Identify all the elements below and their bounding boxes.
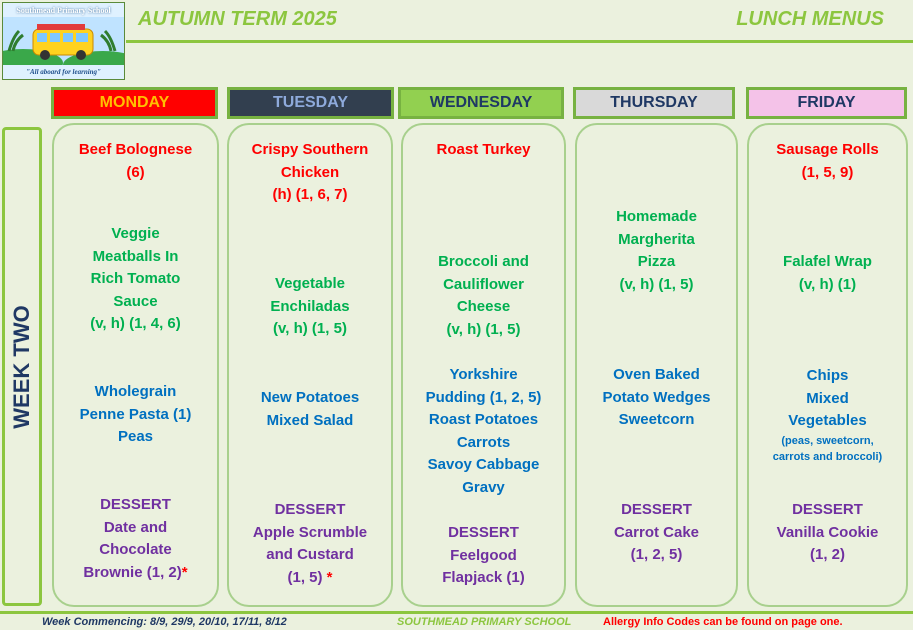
- day-header-wednesday: [398, 87, 564, 119]
- day-header-label: FRIDAY: [749, 90, 904, 116]
- week-label-box: [2, 127, 42, 606]
- veg-line: Meatballs In: [92, 247, 179, 265]
- veg-line: Vegetable: [274, 275, 346, 292]
- dessert-line: Vanilla Cookie: [776, 523, 879, 541]
- main-line: Beef Bolognese: [78, 141, 193, 158]
- allergy-note: Allergy Info Codes can be found on page one.: [603, 616, 843, 628]
- dessert-line: and Custard: [266, 546, 354, 563]
- menu-column-thursday: [575, 123, 738, 607]
- veg-line: Cheese: [456, 298, 511, 315]
- veg-line: Cauliflower: [443, 275, 524, 293]
- dessert-line: Chocolate: [99, 541, 172, 558]
- veg-line: Homemade: [616, 208, 697, 225]
- dessert-line: Carrot Cake: [613, 523, 700, 541]
- dessert-line: DESSERT: [448, 524, 519, 541]
- vegetarian-dish: [407, 251, 560, 341]
- day-header-label: MONDAY: [54, 90, 215, 116]
- veg-line: Sauce: [113, 292, 158, 310]
- side-line: Wholegrain: [94, 383, 177, 400]
- dessert: [407, 522, 560, 590]
- dessert-line: Apple Scrumble: [252, 523, 368, 541]
- day-header-label: WEDNESDAY: [401, 90, 561, 116]
- veg-line: Pizza: [637, 253, 676, 270]
- veg-line: (v, h) (1, 5): [446, 320, 521, 338]
- dessert-line: DESSERT: [621, 501, 692, 518]
- week-commencing: Week Commencing: 8/9, 29/9, 20/10, 17/11, 8/12: [42, 616, 287, 628]
- day-header-monday: [51, 87, 218, 119]
- side-line: Roast Potatoes: [428, 411, 539, 428]
- main-dish: [58, 139, 213, 184]
- school-logo: [2, 2, 125, 80]
- dessert: [581, 499, 732, 567]
- dessert: [58, 494, 213, 584]
- main-dish: [407, 139, 560, 162]
- dessert-line: (1, 2, 5): [630, 546, 683, 563]
- day-header-friday: [746, 87, 907, 119]
- side-line: Sweetcorn: [618, 411, 695, 428]
- dessert-line: (1, 5): [287, 568, 323, 586]
- side-line: Oven Baked: [613, 366, 700, 383]
- vegetarian-dish: [233, 273, 387, 341]
- main-line: (h) (1, 6, 7): [272, 186, 348, 203]
- main-line: (6): [126, 163, 145, 181]
- dessert-line: DESSERT: [100, 496, 171, 513]
- vegetarian-dish: [58, 223, 213, 336]
- side-line: New Potatoes: [260, 389, 360, 406]
- side-line: Carrots: [456, 433, 511, 451]
- veg-line: (v, h) (1, 5): [619, 275, 694, 293]
- header-rule: [126, 40, 913, 43]
- main-line: Sausage Rolls: [776, 141, 879, 158]
- menu-column-tuesday: [227, 123, 393, 607]
- veg-line: Margherita: [618, 230, 695, 248]
- side-line: Pudding (1, 2, 5): [425, 388, 542, 406]
- footer-rule: [0, 611, 913, 614]
- side-line: Vegetables: [788, 412, 867, 429]
- day-header-label: TUESDAY: [230, 90, 391, 116]
- main-line: Chicken: [280, 163, 340, 181]
- dessert-line: DESSERT: [792, 501, 863, 518]
- school-bus-icon: [3, 17, 124, 65]
- side-line: Mixed: [806, 389, 849, 407]
- term-title: AUTUMN TERM 2025: [138, 8, 337, 30]
- week-label: WEEK TWO: [9, 304, 34, 429]
- veg-line: (v, h) (1, 5): [273, 320, 347, 337]
- main-line: Crispy Southern: [251, 141, 369, 158]
- side-line: Peas: [117, 428, 154, 445]
- side-dishes: [753, 365, 902, 465]
- side-line: Chips: [806, 367, 849, 384]
- side-line: Yorkshire: [449, 366, 518, 383]
- asterisk-mark: *: [181, 563, 188, 581]
- dessert-line: (1, 2): [809, 546, 845, 563]
- side-note: (peas, sweetcorn,: [781, 434, 874, 447]
- menu-column-wednesday: [401, 123, 566, 607]
- footer-school-name: SOUTHMEAD PRIMARY SCHOOL: [397, 616, 572, 628]
- side-line: Savoy Cabbage: [427, 456, 540, 473]
- logo-school-name: Southmead Primary School: [16, 6, 111, 15]
- side-line: Penne Pasta (1): [79, 405, 192, 423]
- main-line: Roast Turkey: [436, 141, 531, 158]
- veg-line: Broccoli and: [438, 253, 529, 270]
- veg-line: Falafel Wrap: [783, 253, 872, 270]
- main-line: (1, 5, 9): [801, 163, 854, 181]
- side-dishes: [407, 364, 560, 499]
- side-dishes: [58, 381, 213, 449]
- menu-title: LUNCH MENUS: [736, 8, 884, 30]
- menu-column-monday: [52, 123, 219, 607]
- main-dish: [233, 139, 387, 207]
- veg-line: Rich Tomato: [90, 270, 181, 287]
- dessert-line: DESSERT: [274, 501, 346, 518]
- dessert: [233, 499, 387, 589]
- side-dishes: [581, 364, 732, 432]
- logo-tagline: "All aboard for learning": [26, 68, 101, 76]
- day-header-label: THURSDAY: [576, 90, 732, 116]
- veg-line: (v, h) (1): [798, 275, 857, 293]
- menu-column-friday: [747, 123, 908, 607]
- side-dishes: [233, 387, 387, 432]
- side-line: Potato Wedges: [602, 388, 711, 406]
- side-note: carrots and broccoli): [772, 450, 883, 463]
- dessert-line: Brownie (1, 2): [83, 563, 182, 581]
- vegetarian-dish: [581, 206, 732, 296]
- dessert: [753, 499, 902, 567]
- day-header-tuesday: [227, 87, 394, 119]
- main-dish: [753, 139, 902, 184]
- veg-line: (v, h) (1, 4, 6): [90, 315, 181, 332]
- asterisk-mark: *: [326, 568, 333, 586]
- dessert-line: Feelgood: [450, 546, 517, 564]
- dessert-line: Flapjack (1): [442, 569, 525, 586]
- veg-line: Veggie: [111, 225, 160, 242]
- side-line: Gravy: [462, 478, 505, 496]
- dessert-line: Date and: [103, 518, 168, 536]
- veg-line: Enchiladas: [270, 297, 350, 315]
- vegetarian-dish: [753, 251, 902, 296]
- day-header-thursday: [573, 87, 735, 119]
- side-line: Mixed Salad: [266, 411, 354, 429]
